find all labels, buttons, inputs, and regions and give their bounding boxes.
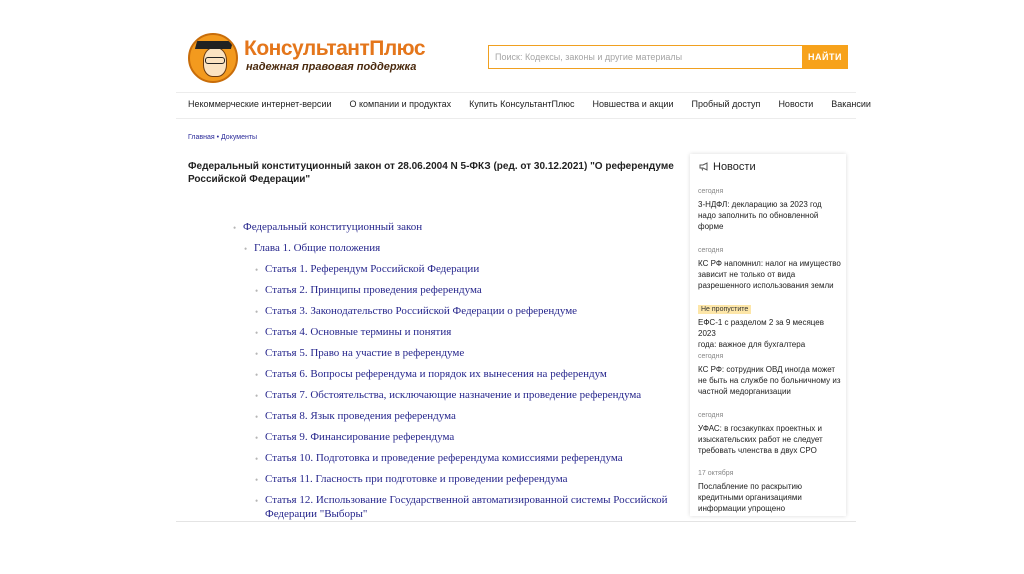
- logo-tagline: надежная правовая поддержка: [246, 61, 417, 73]
- news-item[interactable]: [698, 481, 843, 514]
- toc-article-link[interactable]: Статья 8. Язык проведения референдума: [265, 410, 456, 422]
- news-item[interactable]: [698, 258, 843, 291]
- toc-article-link[interactable]: Статья 4. Основные термины и понятия: [265, 326, 452, 338]
- toc-chapter-link[interactable]: Глава 1. Общие положения: [254, 242, 381, 254]
- news-date: сегодня: [698, 188, 724, 195]
- news-item-line: изыскательских работ не следует: [698, 435, 823, 444]
- news-item-line: зависит не только от вида: [698, 270, 796, 279]
- bullet-icon: •: [255, 454, 259, 464]
- breadcrumb[interactable]: Главная • Документы: [188, 134, 258, 141]
- nav-item-vacancies[interactable]: Вакансии: [831, 99, 871, 109]
- nav-item-buy[interactable]: Купить КонсультантПлюс: [469, 99, 575, 109]
- news-header: [699, 161, 756, 173]
- bullet-icon: •: [255, 307, 259, 317]
- toc-root-link[interactable]: Федеральный конституционный закон: [243, 221, 423, 233]
- nav-item-promotions[interactable]: Новшества и акции: [592, 99, 674, 109]
- main-nav: [188, 99, 871, 113]
- news-badge: Не пропустите: [698, 305, 751, 314]
- news-item-line: надо заполнить по обновленной: [698, 211, 819, 220]
- bullet-icon: •: [255, 328, 259, 338]
- bullet-icon: •: [255, 496, 259, 506]
- bullet-icon: •: [255, 433, 259, 443]
- news-item-line: разрешенного использования земли: [698, 281, 834, 290]
- toc-article-link[interactable]: Статья 11. Гласность при подготовке и проведении референдума: [265, 473, 568, 485]
- bullet-icon: •: [255, 265, 259, 275]
- news-item[interactable]: [698, 364, 843, 397]
- news-date: сегодня: [698, 247, 724, 254]
- toc-article-link[interactable]: Статья 9. Финансирование референдума: [265, 431, 455, 443]
- toc-article-link[interactable]: Статья 1. Референдум Российской Федерации: [265, 263, 480, 275]
- search-bar: [488, 45, 848, 69]
- toc-article-link-continued[interactable]: Федерации "Выборы": [265, 508, 368, 520]
- news-item-line: не быть на службе по больничному из: [698, 376, 841, 385]
- news-date: 17 октября: [698, 470, 734, 477]
- nav-divider: [176, 118, 856, 119]
- bullet-icon: •: [255, 412, 259, 422]
- toc-article-link[interactable]: Статья 5. Право на участие в референдуме: [265, 347, 465, 359]
- news-item[interactable]: [698, 317, 843, 350]
- toc-article-link[interactable]: Статья 3. Законодательство Российской Федерации о референдуме: [265, 305, 578, 317]
- news-item-line: кредитными организациями: [698, 493, 802, 502]
- bullet-icon: •: [233, 223, 237, 233]
- bullet-icon: •: [255, 475, 259, 485]
- search-input[interactable]: [488, 45, 802, 69]
- news-date: сегодня: [698, 353, 724, 360]
- news-sidebar: [690, 154, 846, 516]
- logo[interactable]: [188, 33, 428, 85]
- news-item-line: частной медорганизации: [698, 387, 791, 396]
- logo-mascot-icon: [188, 33, 238, 83]
- news-item[interactable]: [698, 423, 843, 456]
- news-title: Новости: [713, 161, 756, 173]
- bullet-icon: •: [244, 244, 248, 254]
- nav-item-trial[interactable]: Пробный доступ: [691, 99, 761, 109]
- document-title: Федеральный конституционный закон от 28.06.2004 N 5-ФКЗ (ред. от 30.12.2021) "О референдуме Российской Федерации": [188, 161, 674, 185]
- nav-item-news[interactable]: Новости: [778, 99, 814, 109]
- news-item-line: УФАС: в госзакупках проектных и: [698, 424, 822, 433]
- bullet-icon: •: [255, 370, 259, 380]
- news-item-line: информации упрощено: [698, 504, 786, 513]
- search-button[interactable]: НАЙТИ: [802, 45, 848, 69]
- toc-article-link[interactable]: Статья 6. Вопросы референдума и порядок их вынесения на референдум: [265, 368, 607, 380]
- news-item-line: КС РФ: сотрудник ОВД иногда может: [698, 365, 836, 374]
- toc-article-link[interactable]: Статья 2. Принципы проведения референдума: [265, 284, 482, 296]
- bullet-icon: •: [255, 349, 259, 359]
- news-item-line: КС РФ напомнил: налог на имущество: [698, 259, 841, 268]
- news-item-line: года: важное для бухгалтера: [698, 340, 806, 349]
- news-item-line: ЕФС-1 с разделом 2 за 9 месяцев 2023: [698, 318, 824, 338]
- news-date: сегодня: [698, 412, 724, 419]
- nav-item-noncommercial[interactable]: Некоммерческие интернет-версии: [188, 99, 332, 109]
- news-item-line: Послабление по раскрытию: [698, 482, 802, 491]
- bullet-icon: •: [255, 391, 259, 401]
- content-bottom-divider: [176, 521, 856, 522]
- toc-article-link[interactable]: Статья 7. Обстоятельства, исключающие назначение и проведение референдума: [265, 389, 642, 401]
- toc-article-link[interactable]: Статья 10. Подготовка и проведение референдума комиссиями референдума: [265, 452, 623, 464]
- megaphone-icon: [699, 162, 709, 171]
- header-divider: [176, 92, 856, 93]
- news-item-line: требовать членства в двух СРО: [698, 446, 817, 455]
- toc-article-link[interactable]: Статья 12. Использование Государственной автоматизированной системы Российской: [265, 494, 668, 506]
- logo-brand-text: КонсультантПлюс: [244, 37, 426, 60]
- news-item-line: 3-НДФЛ: декларацию за 2023 год: [698, 200, 822, 209]
- news-item[interactable]: [698, 199, 843, 232]
- nav-item-about[interactable]: О компании и продуктах: [349, 99, 452, 109]
- news-item-line: форме: [698, 222, 724, 231]
- bullet-icon: •: [255, 286, 259, 296]
